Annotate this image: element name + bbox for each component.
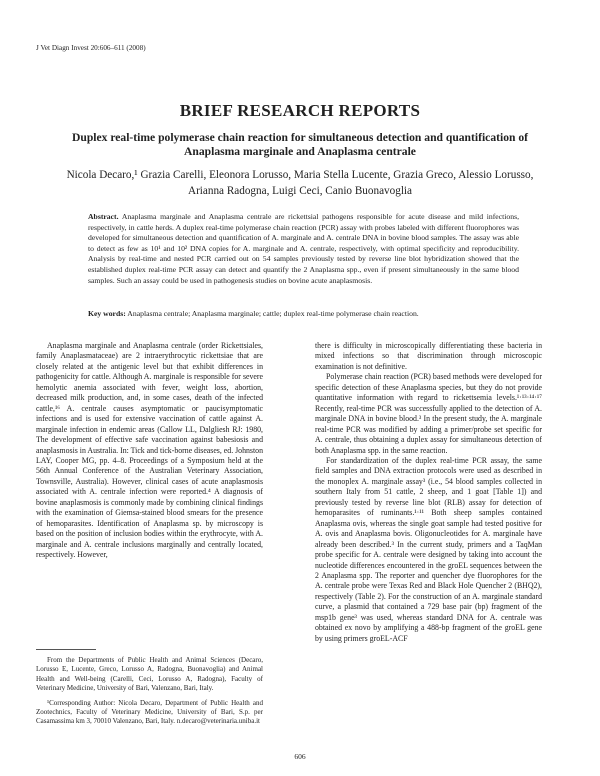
abstract-label: Abstract. — [88, 212, 119, 221]
affiliation-footnote: From the Departments of Public Health and Animal Sciences (Decaro, Lorusso E, Lucente, Greco, Lorusso A, Radogna, Buonavoglia) and Animal Health and Well-being (Carelli, Ceci, Lorusso A, Radogna), Faculty of Veterinary Medicine, University of Bari, Valenzano, Bari, Italy. — [36, 656, 263, 693]
body-left-column — [36, 341, 263, 561]
article-title: Duplex real-time polymerase chain reaction for simultaneous detection and quantification of Anaplasma marginale and Anaplasma centrale — [72, 131, 528, 158]
paragraph: For standardization of the duplex real-time PCR assay, the same field samples and DNA extraction protocols were used as described in the monoplex A. marginale assay³ (i.e., 54 blood samples collected in southern Italy from 51 cattle, 2 sheep, and 1 goat [Table 1]) and previously tested by reverse line blot (RLB) assay for detection of hemoparasites of ruminants.¹·¹¹ Both sheep samples contained Anaplasma ovis, whereas the single goat sample had tested positive for A. ovis and Anaplasma bovis. Oligonucleotides for A. marginale have already been described.³ In the current study, primers and a TaqMan probe specific for A. centrale were designed by taking into account the nucleotide differences encountered in the groEL sequences between the 2 Anaplasma spp. The reporter and quencher dye fluorophores for the A. centrale probe were Texas Red and Black Hole Quencher 2 (BHQ2), respectively (Table 2). For the construction of an A. marginale standard curve, a plasmid that contained a 729 base pair (bp) fragment of the msp1b gene³ was used, whereas standard DNA for A. centrale was obtained ex novo by amplifying a 488-bp fragment of the groEL gene by using primers groEL-ACF — [315, 455, 542, 643]
journal-citation: J Vet Diagn Invest 20:606–611 (2008) — [36, 44, 146, 52]
keywords-text: Anaplasma centrale; Anaplasma marginale; cattle; duplex real-time polymerase chain reaction. — [127, 309, 419, 318]
paragraph: there is difficulty in microscopically differentiating these bacteria in mixed infections so that discrimination through microscopic examination is not definitive. — [315, 341, 542, 371]
abstract — [88, 212, 519, 286]
paragraph: Anaplasma marginale and Anaplasma centrale (order Rickettsiales, family Anaplasmataceae) are 2 intraerythrocytic rickettsiae that are closely related at the antigenic level but that exhibit differences in pathogenicity for cattle. Although A. marginale is responsible for severe hemolytic anemia associated with fever, weight loss, abortion, decreased milk production, and, in some cases, death of the infected cattle,¹⁶ A. centrale causes asymptomatic or paucisymptomatic infections and is used for extensive vaccination of cattle against A. marginale infection in endemic areas (Callow LL, Dalgliesh RJ: 1980, The development of effective safe vaccination against babesiosis and anaplasmosis in Australia. In: Tick and tick-borne diseases, ed. Johnston LAY, Cooper MG, pp. 4–8. Proceedings of a Symposium held at the 56th Annual Conference of the Australian Veterinary Association, Townsville, Australia). However, clinical cases of acute anaplasmosis associated with A. centrale infection were reported.⁴ A diagnosis of bovine anaplasmosis is commonly made by combining clinical findings with the examination of Giemsa-stained blood smears for the presence of hemoparasites. Identification of Anaplasma sp. by microscopy is based on the position of inclusion bodies within the erythrocyte, with A. marginale and A. centrale inclusions marginally and centrally located, respectively. However, — [36, 341, 264, 560]
body-right-column — [315, 341, 542, 644]
section-heading: BRIEF RESEARCH REPORTS — [179, 101, 421, 120]
keywords — [88, 309, 519, 318]
author-list: Nicola Decaro,¹ Grazia Carelli, Eleonora Lorusso, Maria Stella Lucente, Grazia Greco, Alessio Lorusso, Arianna Radogna, Luigi Ceci, Canio Buonavoglia — [66, 169, 534, 197]
corresponding-author-footnote: ¹Corresponding Author: Nicola Decaro, Department of Public Health and Zootechnics, Faculty of Veterinary Medicine, University of Bari, S.p. per Casamassima km 3, 70010 Valenzano, Bari, Italy. n.decaro@veterinaria.uniba.it — [36, 698, 263, 726]
page-number: 606 — [294, 752, 306, 761]
footnote-divider — [36, 649, 96, 650]
abstract-text: Anaplasma marginale and Anaplasma centrale are rickettsial pathogens responsible for acute disease and mild infections, respectively, in cattle herds. A duplex real-time polymerase chain reaction (PCR) assay with probes labeled with different fluorophores was developed for simultaneous detection and quantification of A. marginale and A. centrale DNA in bovine blood samples. The assay was able to detect as few as 10¹ and 10² DNA copies for A. marginale and A. centrale, respectively, with optimal specificity and reproducibility. Analysis by real-time and nested PCR carried out on 54 samples previously tested by reverse line blot hybridization showed that the established duplex real-time PCR assay can detect and quantify the 2 Anaplasma spp., even if present simultaneously in the same blood samples. Such an assay could be used in pathogenesis studies on bovine acute anaplasmosis. — [88, 212, 520, 285]
paragraph: Polymerase chain reaction (PCR) based methods were developed for specific detection of these Anaplasma species, but they do not provide quantitative information with regard to rickettsemia levels.¹·¹³·¹⁴·¹⁷ Recently, real-time PCR was successfully applied to the detection of A. marginale DNA in bovine blood.³ In the present study, the A. marginale real-time PCR was modified by adding a primer/probe set specific for A. centrale, thus obtaining a duplex assay for simultaneous detection of both Anaplasma spp. in the same reaction. — [315, 372, 542, 455]
keywords-label: Key words: — [88, 309, 126, 318]
footnotes — [36, 656, 263, 732]
